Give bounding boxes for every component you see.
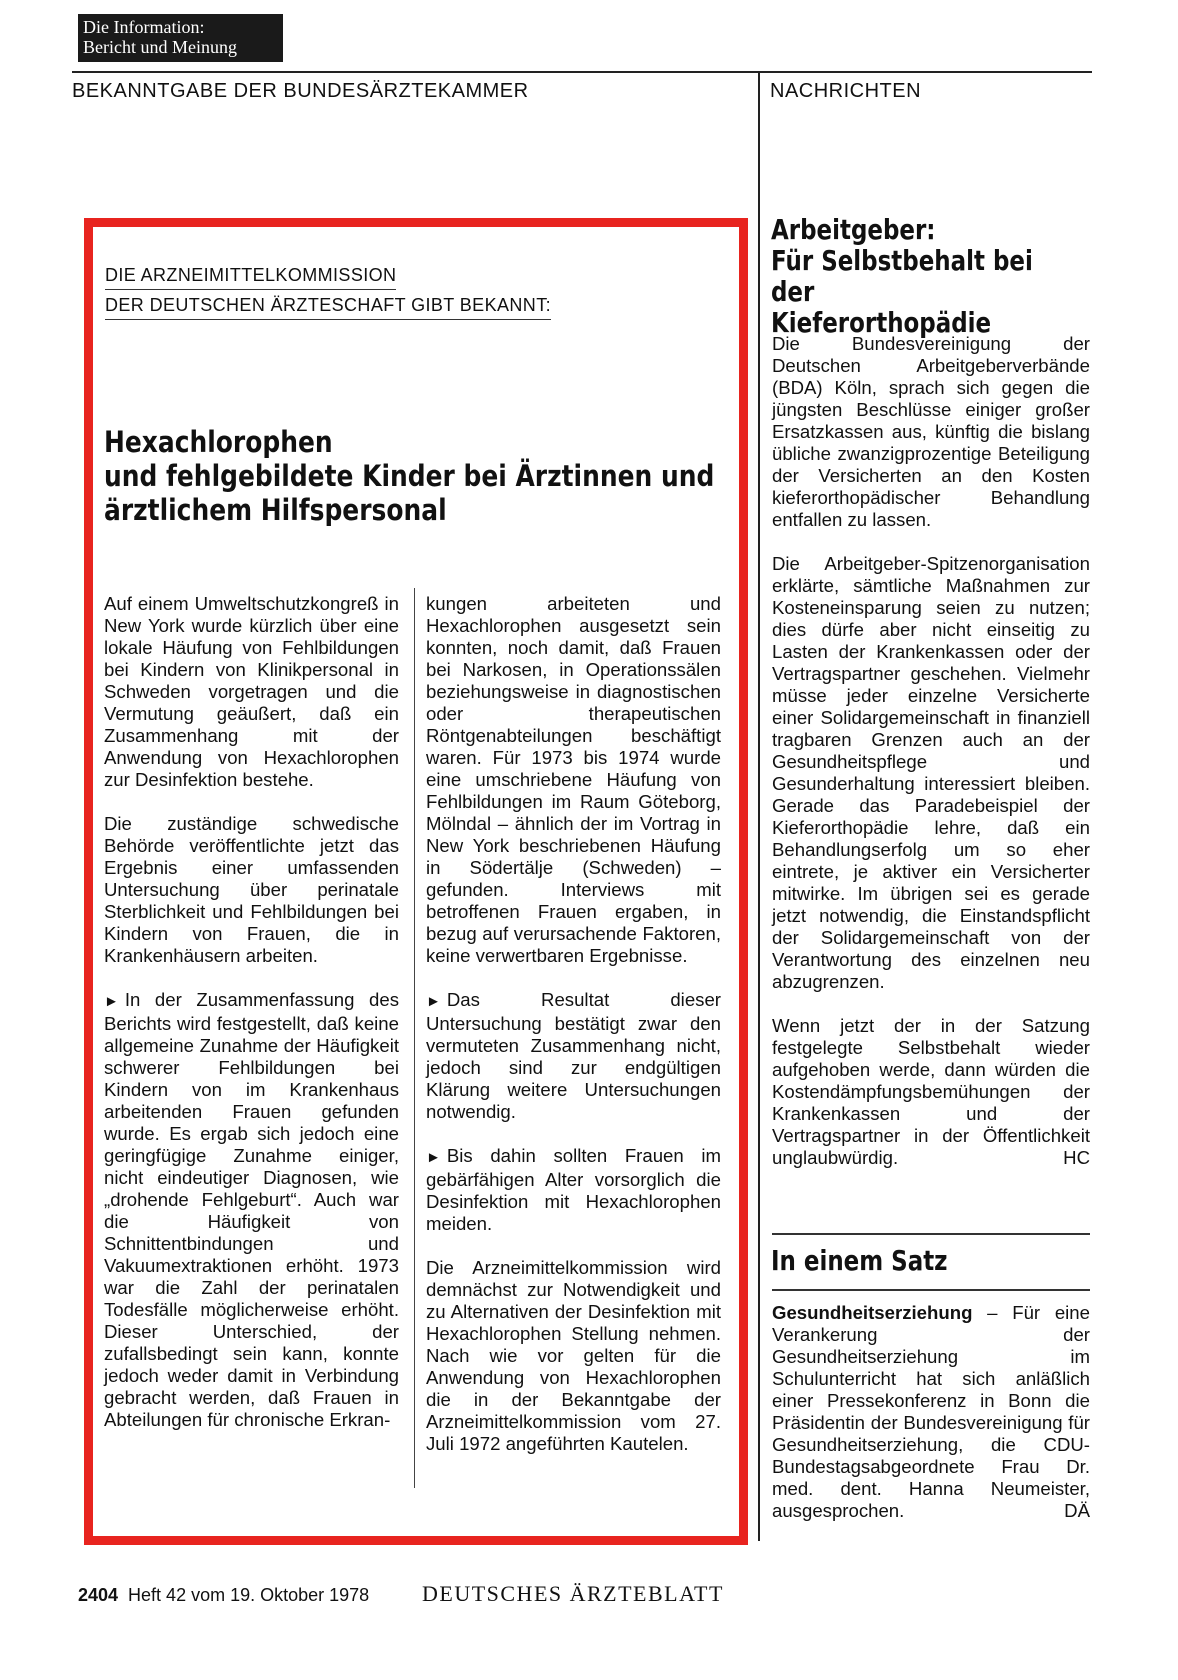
news-article	[772, 333, 1090, 1191]
article-paragraph: Auf einem Umweltschutzkongreß in New York wurde kürzlich über eine lokale Häufung von Fehlbildungen bei Kindern von Klinikpersonal in Schweden vorgetragen und die Vermutung geäußert, daß ein Zusammenhang mit der Anwendung von Hexachlorophen zur Desinfektion bestehe.	[104, 593, 399, 790]
article-paragraph	[104, 989, 399, 1431]
in-brief-paragraph	[772, 1302, 1090, 1522]
commission-line-1: DIE ARZNEIMITTELKOMMISSION	[105, 265, 396, 290]
main-headline-line3: ärztlichem Hilfspersonal	[104, 493, 447, 527]
news-headline-line3: Kieferorthopädie	[771, 306, 992, 339]
news-headline-line2: Für Selbstbehalt bei der	[771, 244, 1033, 308]
news-paragraph: Die Bundesvereinigung der Deutschen Arbeitgeberverbände (BDA) Köln, sprach sich gegen die jüngsten Beschlüsse einiger großer Ersatzkassen aus, künftig die bislang übliche zwanzigprozentige Beteiligung der Versicherten an den Kosten kieferorthopädischer Behandlung entfallen zu lassen.	[772, 333, 1090, 530]
arrow-icon: ►	[104, 993, 119, 1010]
section-badge-line2: Bericht und Meinung	[83, 37, 237, 57]
news-headline-line1: Arbeitgeber:	[771, 213, 936, 246]
article-paragraph: Die zuständige schwedische Behörde veröffentlichte jetzt das Ergebnis einer umfassenden Untersuchung über perinatale Sterblichkeit und Fehlbildungen bei Kindern von Frauen, die in Krankenhäusern arbeiten.	[104, 813, 399, 966]
column-divider	[758, 71, 760, 1541]
inner-column-rule	[414, 588, 415, 1488]
lead-term: Gesundheitserziehung	[772, 1302, 973, 1323]
paragraph-text: Das Resultat dieser Untersuchung bestätigt zwar den vermuteten Zusammenhang nicht, jedoch sind zur endgültigen Klärung weitere Untersuchungen notwendig.	[426, 989, 721, 1122]
article-paragraph	[426, 989, 721, 1123]
section-badge	[78, 14, 283, 62]
arrow-icon: ►	[426, 993, 441, 1010]
news-headline	[771, 214, 1066, 338]
arrow-icon: ►	[426, 1149, 441, 1166]
author-signoff: HC	[1063, 1147, 1090, 1168]
article-column-1	[104, 593, 399, 1453]
in-brief-rule	[772, 1289, 1090, 1291]
top-rule	[72, 71, 1092, 73]
in-brief-headline: In einem Satz	[771, 1244, 948, 1277]
main-headline	[104, 425, 723, 527]
paragraph-text: Bis dahin sollten Frauen im gebärfähigen Alter vorsorglich die Desinfektion mit Hexachlorophen meiden.	[426, 1145, 721, 1234]
article-paragraph: Die Arzneimittelkommission wird demnächst zur Notwendigkeit und zu Alternativen der Desinfektion mit Hexachlorophen Stellung nehmen. Nach wie vor gelten für die Anwendung von Hexachlorophen die in der Bekanntgabe der Arzneimittelkommission vom 27. Juli 1972 angeführten Kautelen.	[426, 1257, 721, 1454]
in-brief-article	[772, 1302, 1090, 1544]
main-headline-line1: Hexachlorophen	[104, 425, 333, 459]
commission-line-2: DER DEUTSCHEN ÄRZTESCHAFT GIBT BEKANNT:	[105, 295, 551, 320]
article-paragraph: kungen arbeiteten und Hexachlorophen ausgesetzt sein konnten, noch damit, daß Frauen bei Narkosen, in Operationssälen beziehungsweise in diagnostischen oder therapeutischen Röntgenabteilungen beschäftigt waren. Für 1973 bis 1974 wurde eine umschriebene Häufung von Fehlbildungen im Raum Göteborg, Mölndal – ähnlich der im Vortrag in New York beschriebenen Häufung in Södertälje (Schweden) – gefunden. Interviews mit betroffenen Frauen ergaben, in bezug auf verursachende Faktoren, keine verwertbaren Ergebnisse.	[426, 593, 721, 966]
section-header-left: BEKANNTGABE DER BUNDESÄRZTEKAMMER	[72, 80, 529, 102]
news-separator	[772, 1233, 1090, 1235]
author-signoff: DÄ	[1064, 1500, 1090, 1521]
page-footer	[78, 1585, 369, 1606]
article-column-2	[426, 593, 721, 1477]
section-header-right: NACHRICHTEN	[770, 80, 922, 102]
publication-masthead: DEUTSCHES ÄRZTEBLATT	[422, 1581, 724, 1606]
issue-info: Heft 42 vom 19. Oktober 1978	[128, 1585, 370, 1605]
section-badge-line1: Die Information:	[83, 17, 205, 37]
page-number: 2404	[78, 1585, 119, 1605]
article-paragraph	[426, 1145, 721, 1235]
news-paragraph	[772, 1015, 1090, 1169]
paragraph-text: In der Zusammenfassung des Berichts wird festgestellt, daß keine allgemeine Zunahme der Häufigkeit schwerer Fehlbildungen bei Kindern von im Krankenhaus arbeitenden Frauen gefunden wurde. Es ergab sich jedoch eine geringfügige Zunahme einiger, nicht eindeutiger Diagnosen, wie „drohende Fehlgeburt“. Auch war die Häufigkeit von Schnittentbindungen und Vakuumextraktionen erhöht. 1973 war die Zahl der perinatalen Todesfälle möglicherweise erhöht. Dieser Unterschied, der zufallsbedingt sein kann, konnte jedoch weder damit in Verbindung gebracht werden, daß Frauen in Abteilungen für chronische Erkran-	[104, 989, 399, 1430]
news-paragraph: Die Arbeitgeber-Spitzenorganisation erklärte, sämtliche Maßnahmen zur Kosteneinsparung seien zu nutzen; dies dürfe aber nicht einseitig zu Lasten der Krankenkassen oder der Vertragspartner geschehen. Vielmehr müsse jeder einzelne Versicherte einer Solidargemeinschaft in finanziell tragbaren Grenzen auch an der Gesundheitspflege und Gesunderhaltung interessiert bleiben. Gerade das Paradebeispiel der Kieferorthopädie lehre, daß ein Behandlungserfolg um so eher eintrete, je aktiver ein Versicherter mitwirke. Im übrigen sei es gerade jetzt notwendig, die Einstandspflicht der Solidargemeinschaft von der Verantwortung des einzelnen neu abzugrenzen.	[772, 553, 1090, 992]
paragraph-text: Wenn jetzt der in der Satzung festgelegte Selbstbehalt wieder aufgehoben werde, dann würden die Kostendämpfungsbemühungen der Krankenkassen und der Vertragspartner in der Öffentlichkeit unglaubwürdig.	[772, 1015, 1090, 1168]
main-headline-line2: und fehlgebildete Kinder bei Ärztinnen und	[104, 459, 715, 493]
paragraph-text: – Für eine Verankerung der Gesundheitserziehung im Schulunterricht hat sich anläßlich einer Pressekonferenz in Bonn die Präsidentin der Bundesvereinigung für Gesundheitserziehung, die CDU-Bundestagsabgeordnete Frau Dr. med. dent. Hanna Neumeister, ausgesprochen.	[772, 1302, 1090, 1521]
